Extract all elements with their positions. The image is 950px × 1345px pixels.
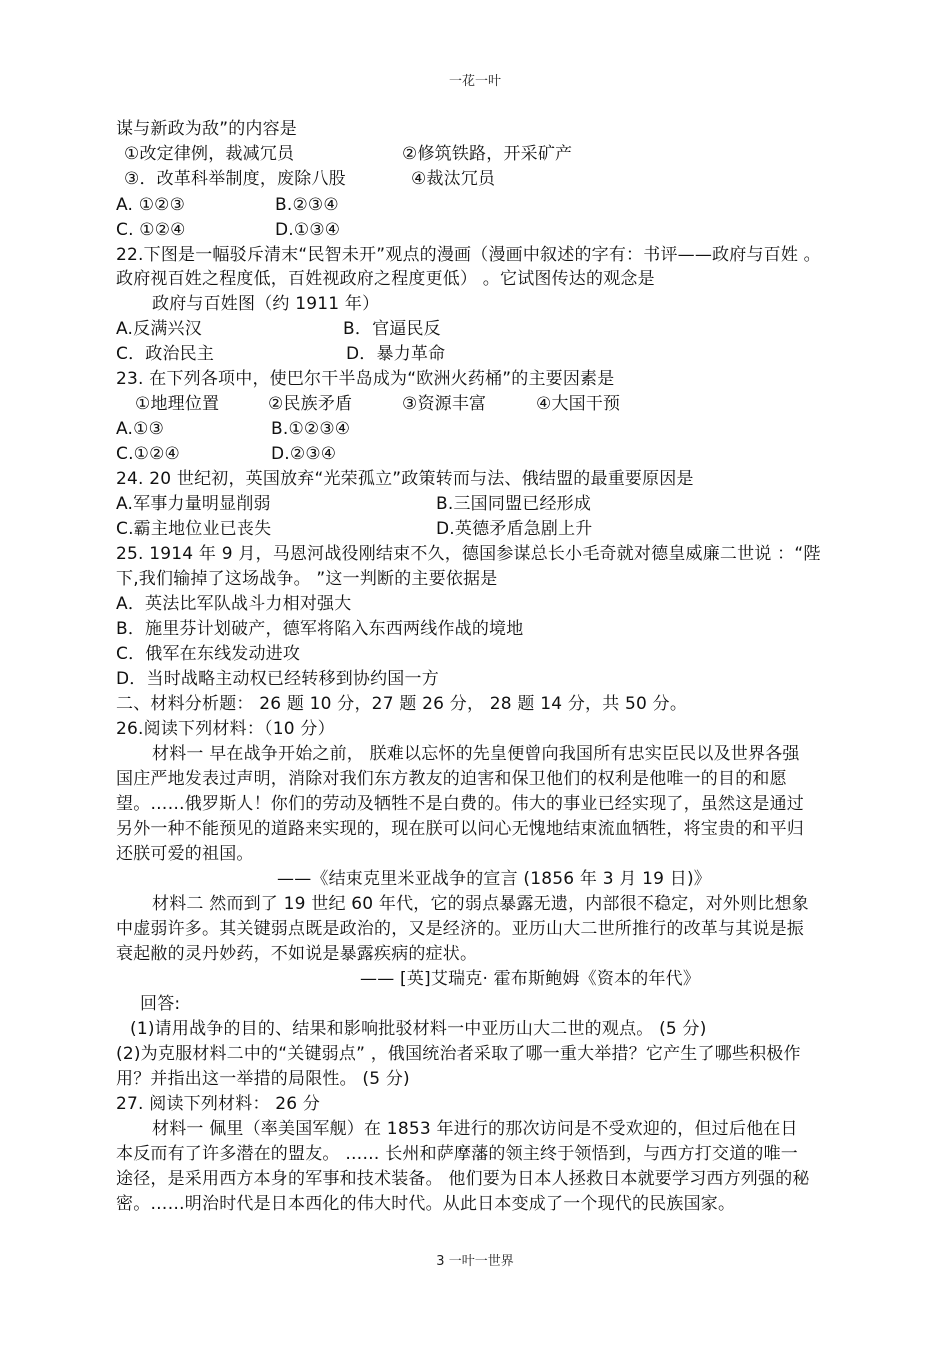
text-line: 材料一 早在战争开始之前， 朕难以忘怀的先皇便曾向我国所有忠实臣民以及世界各强 <box>152 744 800 764</box>
text-line: 27. 阅读下列材料： 26 分 <box>116 1094 321 1114</box>
text-line: 衰起敝的灵丹妙药，不如说是暴露疾病的症状。 <box>116 944 478 964</box>
text-line: B.②③④ <box>275 195 339 215</box>
text-line: 另外一种不能预见的道路来实现的，现在朕可以问心无愧地结束流血牺牲，将宝贵的和平归 <box>116 819 804 839</box>
text-line: ①地理位置 <box>135 394 220 414</box>
text-line: 材料一 佩里（率美国军舰）在 1853 年进行的那次访问是不受欢迎的，但过后他在日 <box>152 1119 798 1139</box>
text-line: ②修筑铁路，开采矿产 <box>402 144 573 164</box>
text-line: ④裁汰冗员 <box>411 169 496 189</box>
text-line: A.反满兴汉 <box>116 319 202 339</box>
text-line: 材料二 然而到了 19 世纪 60 年代，它的弱点暴露无遗，内部很不稳定，对外则比想象 <box>152 894 809 914</box>
text-line: C. ①②④ <box>116 220 186 240</box>
text-line: ——《结束克里米亚战争的宣言 (1856 年 3 月 19 日)》 <box>277 869 711 889</box>
page-header: 一花一叶 <box>448 74 501 89</box>
page-footer: 3 一叶一世界 <box>436 1254 514 1269</box>
text-line: D．当时战略主动权已经转移到协约国一方 <box>116 669 439 689</box>
text-line: C.霸主地位业已丧失 <box>116 519 272 539</box>
text-line: (2)为克服材料二中的“关键弱点” ，俄国统治者采取了哪一重大举措？它产生了哪些积极作 <box>116 1044 801 1064</box>
text-line: 中虚弱许多。其关键弱点既是政治的，又是经济的。亚历山大二世所推行的改革与其说是振 <box>116 919 804 939</box>
text-line: B.①②③④ <box>271 419 351 439</box>
text-line: 政府与百姓图（约 1911 年） <box>152 294 380 314</box>
text-line: A. ①②③ <box>116 195 186 215</box>
text-line: 望。……俄罗斯人！你们的劳动及牺牲不是白费的。伟大的事业已经实现了，虽然这是通过 <box>116 794 804 814</box>
text-line: 谋与新政为敌”的内容是 <box>116 119 298 139</box>
text-line: 下,我们输掉了这场战争。 ”这一判断的主要依据是 <box>116 569 498 589</box>
text-line: ①改定律例，裁减冗员 <box>124 144 295 164</box>
text-line: C．政治民主 <box>116 344 215 364</box>
text-line: 密。……明治时代是日本西化的伟大时代。从此日本变成了一个现代的民族国家。 <box>116 1194 736 1214</box>
text-line: D.英德矛盾急剧上升 <box>436 519 593 539</box>
text-line: —— [英]艾瑞克· 霍布斯鲍姆《资本的年代》 <box>360 969 701 989</box>
text-line: D.①③④ <box>275 220 341 240</box>
text-line: C．俄军在东线发动进攻 <box>116 644 301 664</box>
text-line: 还朕可爱的祖国。 <box>116 844 254 864</box>
text-line: 途径，是采用西方本身的军事和技术装备。 他们要为日本人拯救日本就要学习西方列强的秘 <box>116 1169 810 1189</box>
text-line: (1)请用战争的目的、结果和影响批驳材料一中亚历山大二世的观点。 (5 分) <box>130 1019 707 1039</box>
text-line: 26.阅读下列材料：（10 分） <box>116 719 335 739</box>
text-line: 22.下图是一幅驳斥清末“民智未开”观点的漫画（漫画中叙述的字有：书评——政府与百姓 。 <box>116 245 821 265</box>
text-line: 政府视百姓之程度低，百姓视政府之程度更低） 。它试图传达的观念是 <box>116 269 655 289</box>
text-line: 本反而有了许多潜在的盟友。 …… 长州和萨摩藩的领主终于领悟到，与西方打交道的唯一 <box>116 1144 799 1164</box>
text-line: D.②③④ <box>271 444 337 464</box>
text-line: 24. 20 世纪初，英国放弃“光荣孤立”政策转而与法、俄结盟的最重要原因是 <box>116 469 694 489</box>
text-line: A.军事力量明显削弱 <box>116 494 271 514</box>
text-line: ③．改革科举制度，废除八股 <box>124 169 346 189</box>
text-line: B．官逼民反 <box>343 319 441 339</box>
text-line: 二、材料分析题： 26 题 10 分，27 题 26 分， 28 题 14 分，共 50 分。 <box>116 694 688 714</box>
text-line: A．英法比军队战斗力相对强大 <box>116 594 352 614</box>
text-line: 25. 1914 年 9 月，马恩河战役刚结束不久，德国参谋总长小毛奇就对德皇威廉二世说 ：“陛 <box>116 544 821 564</box>
text-line: B.三国同盟已经形成 <box>436 494 592 514</box>
text-line: B．施里芬计划破产，德军将陷入东西两线作战的境地 <box>116 619 524 639</box>
text-line: 国庄严地发表过声明，消除对我们东方教友的迫害和保卫他们的权利是他唯一的目的和愿 <box>116 769 787 789</box>
text-line: ③资源丰富 <box>402 394 487 414</box>
text-line: A.①③ <box>116 419 165 439</box>
text-line: ④大国干预 <box>536 394 621 414</box>
text-line: D．暴力革命 <box>346 344 446 364</box>
text-line: ②民族矛盾 <box>268 394 353 414</box>
text-line: C.①②④ <box>116 444 180 464</box>
text-line: 23. 在下列各项中，使巴尔干半岛成为“欧洲火药桶”的主要因素是 <box>116 369 615 389</box>
text-line: 回答: <box>140 994 181 1014</box>
text-line: 用？并指出这一举措的局限性。 (5 分) <box>116 1069 410 1089</box>
